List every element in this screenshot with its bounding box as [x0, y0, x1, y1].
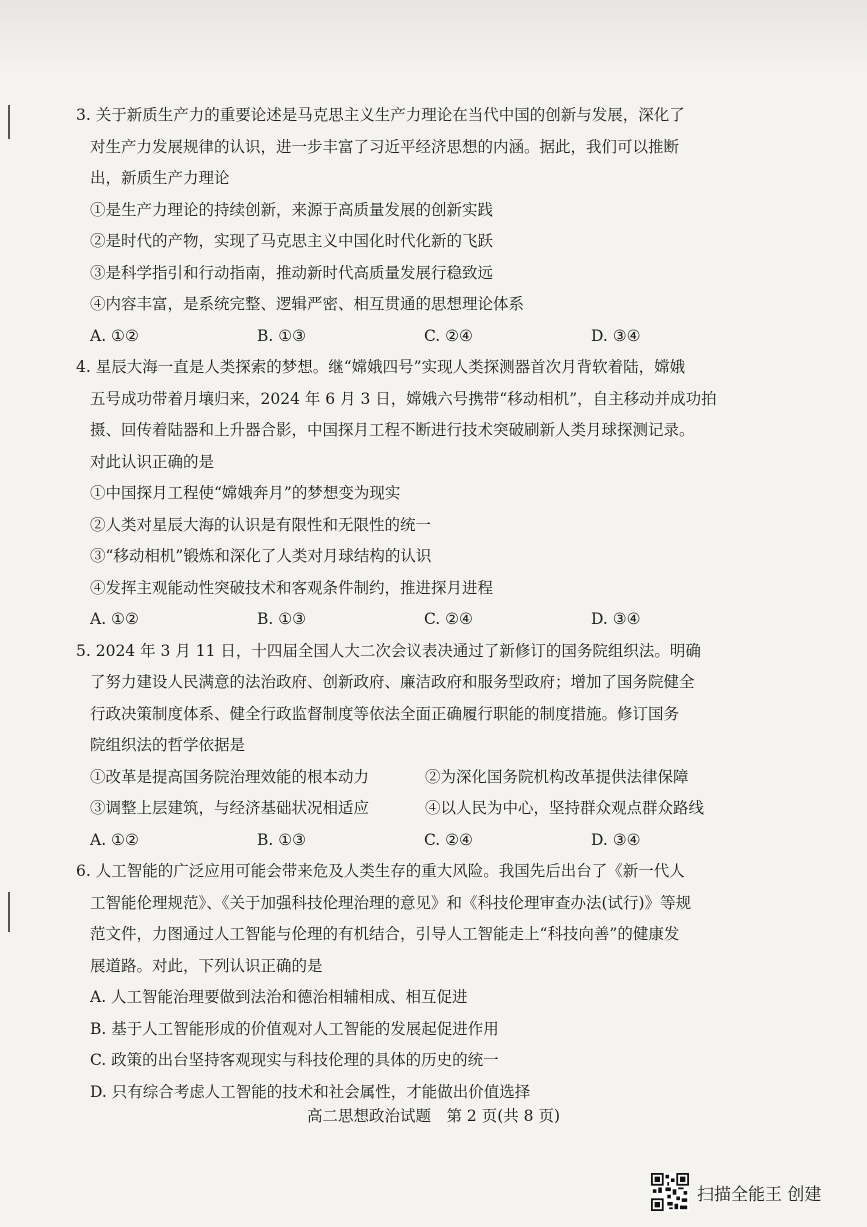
- statement-option-row: [90, 793, 760, 825]
- choice-c: C. ②④: [424, 610, 473, 628]
- answer-choices: [90, 321, 760, 353]
- statement-option: ④发挥主观能动性突破技术和客观条件制约，推进探月进程: [90, 578, 494, 597]
- question-stem-line: 工智能伦理规范》、《关于加强科技伦理治理的意见》和《科技伦理审查办法(试行)》等规: [90, 893, 692, 912]
- choice-c: C. ②④: [424, 326, 473, 345]
- statement-option: ④以人民为中心，坚持群众观点群众路线: [425, 799, 705, 817]
- statement-option: ①改革是提高国务院治理效能的根本动力: [90, 767, 370, 786]
- question-stem-line: 3. 关于新质生产力的重要论述是马克思主义生产力理论在当代中国的创新与发展，深化了: [76, 106, 685, 124]
- question-stem-line: 院组织法的哲学依据是: [90, 736, 246, 754]
- choice-c: C. ②④: [424, 830, 473, 849]
- answer-option-b: B. 基于人工智能形成的价值观对人工智能的发展起促进作用: [90, 1019, 499, 1038]
- question-stem-line: 范文件，力图通过人工智能与伦理的有机结合，引导人工智能走上“科技向善”的健康发: [90, 925, 680, 943]
- choice-a: A. ①②: [90, 830, 139, 849]
- question-stem-line: 6. 人工智能的广泛应用可能会带来危及人类生存的重大风险。我国先后出台了《新一代人: [76, 862, 685, 880]
- question-stem-line: 对此认识正确的是: [90, 452, 215, 471]
- question-stem-line: 对生产力发展规律的认识，进一步丰富了习近平经济思想的内涵。据此，我们可以推断: [90, 137, 680, 156]
- scan-shading: [0, 0, 867, 70]
- question-5: [76, 636, 760, 857]
- question-stem-line: 出，新质生产力理论: [90, 169, 230, 187]
- margin-mark: [8, 892, 10, 932]
- choice-d: D. ③④: [591, 326, 641, 345]
- statement-option: ④内容丰富，是系统完整、逻辑严密、相互贯通的思想理论体系: [90, 295, 525, 313]
- answer-choices: [90, 825, 760, 857]
- answer-choices: [90, 604, 760, 636]
- choice-b: B. ①③: [257, 830, 307, 849]
- choice-a: A. ①②: [90, 326, 139, 345]
- question-stem-line: 五号成功带着月壤归来，2024 年 6 月 3 日，嫦娥六号携带“移动相机”，自主移动并成功拍: [90, 389, 717, 408]
- choice-b: B. ①③: [257, 326, 307, 345]
- answer-option-a: A. 人工智能治理要做到法治和德治相辅相成、相互促进: [90, 988, 468, 1006]
- statement-option: ①是生产力理论的持续创新，来源于高质量发展的创新实践: [90, 200, 494, 219]
- statement-option: ②人类对星辰大海的认识是有限性和无限性的统一: [90, 515, 432, 534]
- qr-code-icon: [651, 1173, 689, 1211]
- choice-a: A. ①②: [90, 610, 139, 628]
- statement-option: ①中国探月工程使“嫦娥奔月”的梦想变为现实: [90, 484, 401, 502]
- page-footer: 高二思想政治试题 第 2 页(共 8 页): [306, 1107, 561, 1125]
- choice-d: D. ③④: [591, 610, 641, 628]
- choice-d: D. ③④: [591, 830, 641, 849]
- question-stem-line: 了努力建设人民满意的法治政府、创新政府、廉洁政府和服务型政府；增加了国务院健全: [90, 673, 695, 691]
- statement-option: ③是科学指引和行动指南，推动新时代高质量发展行稳致远: [90, 263, 494, 282]
- question-content: [76, 100, 760, 1108]
- scanner-watermark: [651, 1172, 821, 1212]
- question-stem-line: 摄、回传着陆器和上升器合影，中国探月工程不断进行技术突破刷新人类月球探测记录。: [90, 421, 695, 439]
- question-stem-line: 5. 2024 年 3 月 11 日，十四届全国人大二次会议表决通过了新修订的国务院组织法。明确: [76, 641, 701, 660]
- statement-option: ③调整上层建筑，与经济基础状况相适应: [90, 799, 370, 817]
- question-stem-line: 4. 星辰大海一直是人类探索的梦想。继“嫦娥四号”实现人类探测器首次月背软着陆，嫦娥: [76, 358, 686, 376]
- margin-mark: [8, 105, 10, 139]
- statement-option: ②是时代的产物，实现了马克思主义中国化时代化新的飞跃: [90, 232, 494, 250]
- question-3: [76, 100, 760, 352]
- question-stem-line: 展道路。对此，下列认识正确的是: [90, 956, 323, 975]
- statement-option: ③“移动相机”锻炼和深化了人类对月球结构的认识: [90, 547, 432, 565]
- scanner-app-label: 扫描全能王 创建: [697, 1184, 822, 1205]
- answer-option-d: D. 只有综合考虑人工智能的技术和社会属性，才能做出价值选择: [90, 1082, 531, 1101]
- question-6: [76, 856, 760, 1108]
- question-stem-line: 行政决策制度体系、健全行政监督制度等依法全面正确履行职能的制度措施。修订国务: [90, 704, 680, 723]
- question-4: [76, 352, 760, 636]
- statement-option-row: [90, 762, 760, 794]
- statement-option: ②为深化国务院机构改革提供法律保障: [425, 767, 689, 786]
- answer-option-c: C. 政策的出台坚持客观现实与科技伦理的具体的历史的统一: [90, 1051, 499, 1069]
- choice-b: B. ①③: [257, 610, 307, 628]
